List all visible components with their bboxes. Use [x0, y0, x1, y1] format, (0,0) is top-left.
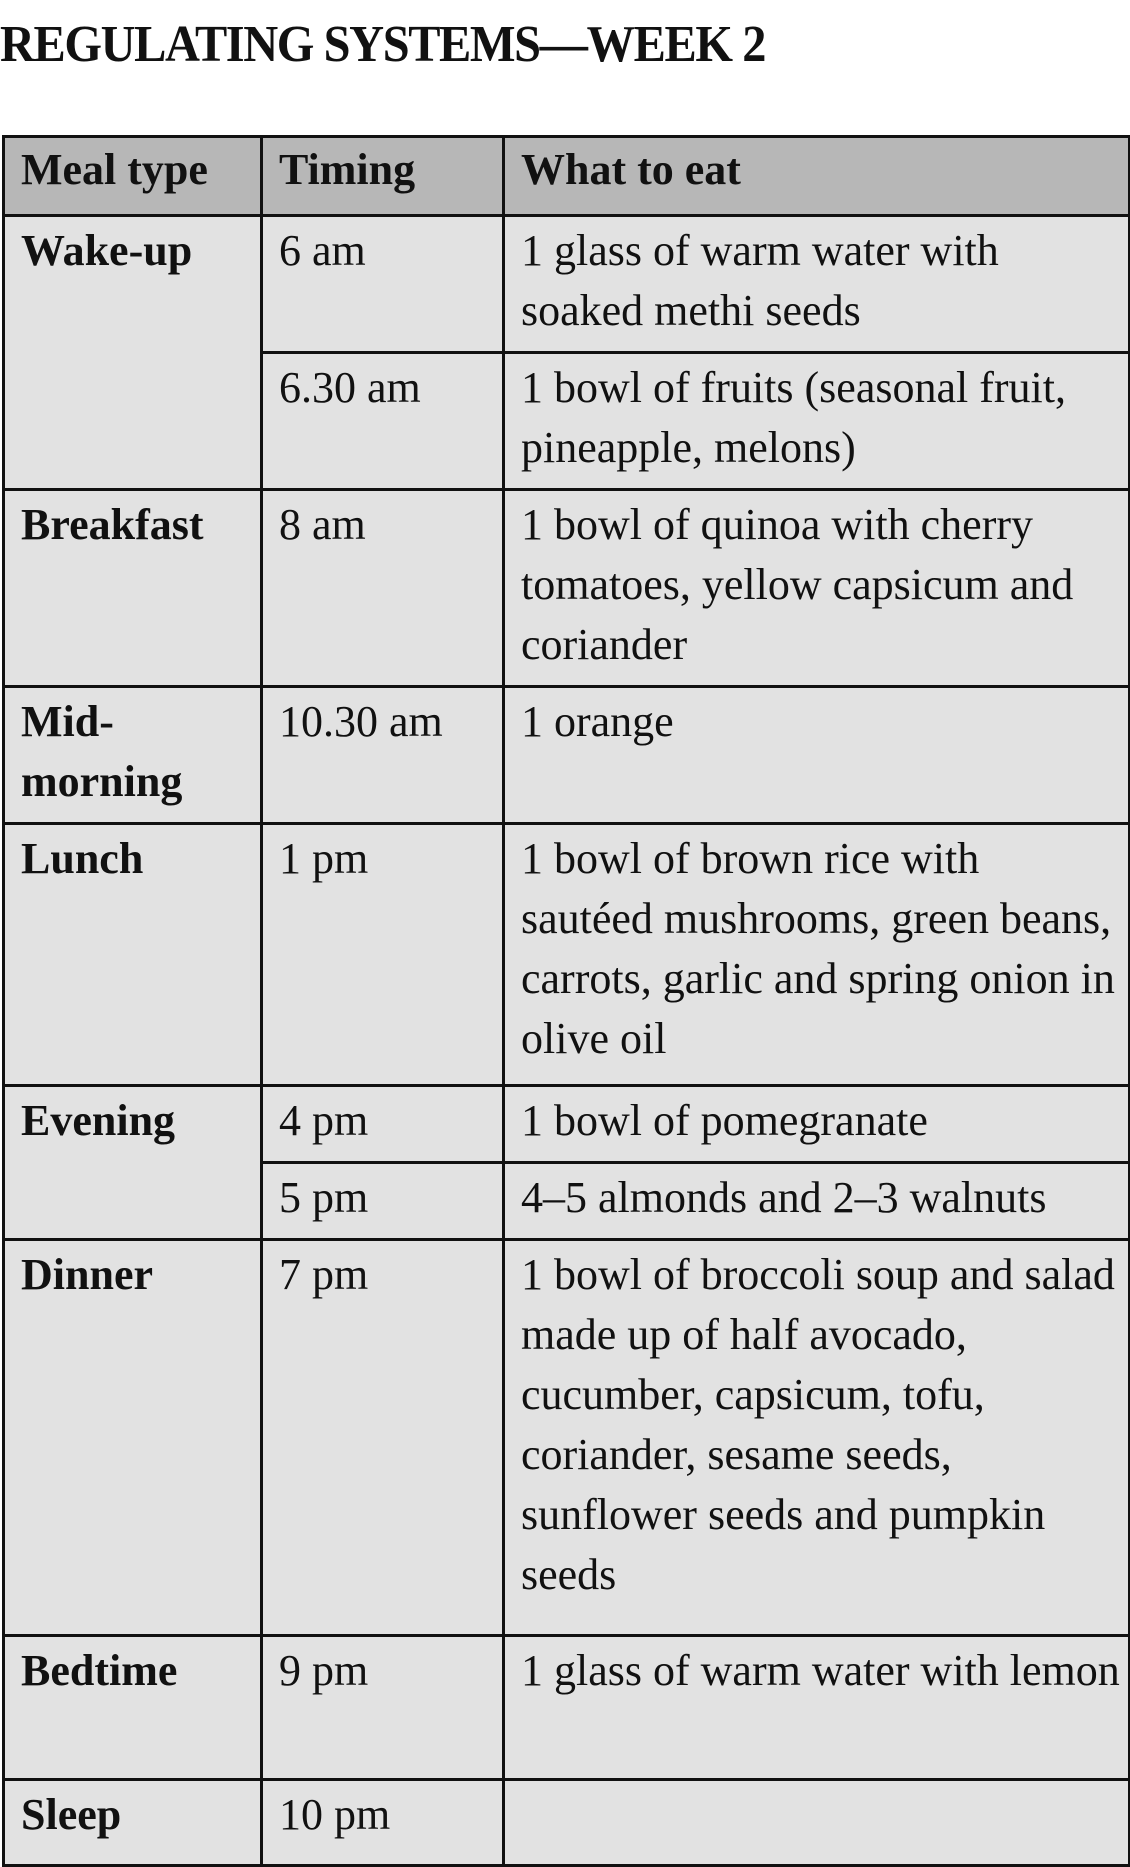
timing-cell: 9 pm: [262, 1636, 504, 1780]
table-row: [4, 490, 1130, 687]
meal-type-cell: Evening: [4, 1086, 262, 1240]
meal-type-cell: Dinner: [4, 1240, 262, 1636]
table-row: [4, 687, 1130, 824]
timing-cell: 6.30 am: [262, 353, 504, 490]
table-row: [4, 1780, 1130, 1866]
meal-type-cell: Mid-morning: [4, 687, 262, 824]
food-cell: 1 bowl of fruits (seasonal fruit, pineapple, melons): [504, 353, 1130, 490]
meal-type-cell: Bedtime: [4, 1636, 262, 1780]
food-cell: 1 bowl of brown rice with sautéed mushrooms, green beans, carrots, garlic and spring onion in olive oil: [504, 824, 1130, 1086]
table-row: [4, 216, 1130, 353]
timing-cell: 5 pm: [262, 1163, 504, 1240]
timing-cell: 7 pm: [262, 1240, 504, 1636]
table-row: [4, 1240, 1130, 1636]
timing-cell: 4 pm: [262, 1086, 504, 1163]
table-row: [4, 1636, 1130, 1780]
timing-cell: 6 am: [262, 216, 504, 353]
food-cell: 1 glass of warm water with lemon: [504, 1636, 1130, 1780]
timing-cell: 10 pm: [262, 1780, 504, 1866]
food-cell: 1 orange: [504, 687, 1130, 824]
timing-cell: 1 pm: [262, 824, 504, 1086]
meal-type-cell: Sleep: [4, 1780, 262, 1866]
meal-type-cell: Lunch: [4, 824, 262, 1086]
food-cell: [504, 1780, 1130, 1866]
table-row: [4, 824, 1130, 1086]
food-cell: 1 bowl of quinoa with cherry tomatoes, yellow capsicum and coriander: [504, 490, 1130, 687]
header-meal-type: Meal type: [4, 137, 262, 216]
meal-type-cell: Breakfast: [4, 490, 262, 687]
table-row: [4, 1086, 1130, 1163]
timing-cell: 8 am: [262, 490, 504, 687]
food-cell: 4–5 almonds and 2–3 walnuts: [504, 1163, 1130, 1240]
header-timing: Timing: [262, 137, 504, 216]
food-cell: 1 glass of warm water with soaked methi seeds: [504, 216, 1130, 353]
timing-cell: 10.30 am: [262, 687, 504, 824]
meal-type-cell: Wake-up: [4, 216, 262, 490]
food-cell: 1 bowl of pomegranate: [504, 1086, 1130, 1163]
page-title: REGULATING SYSTEMS—WEEK 2: [0, 16, 766, 73]
food-cell: 1 bowl of broccoli soup and salad made up of half avocado, cucumber, capsicum, tofu, coriander, sesame seeds, sunflower seeds and pumpkin seeds: [504, 1240, 1130, 1636]
meal-plan-table: [2, 135, 1130, 1867]
header-what-to-eat: What to eat: [504, 137, 1130, 216]
table-header-row: [4, 137, 1130, 216]
